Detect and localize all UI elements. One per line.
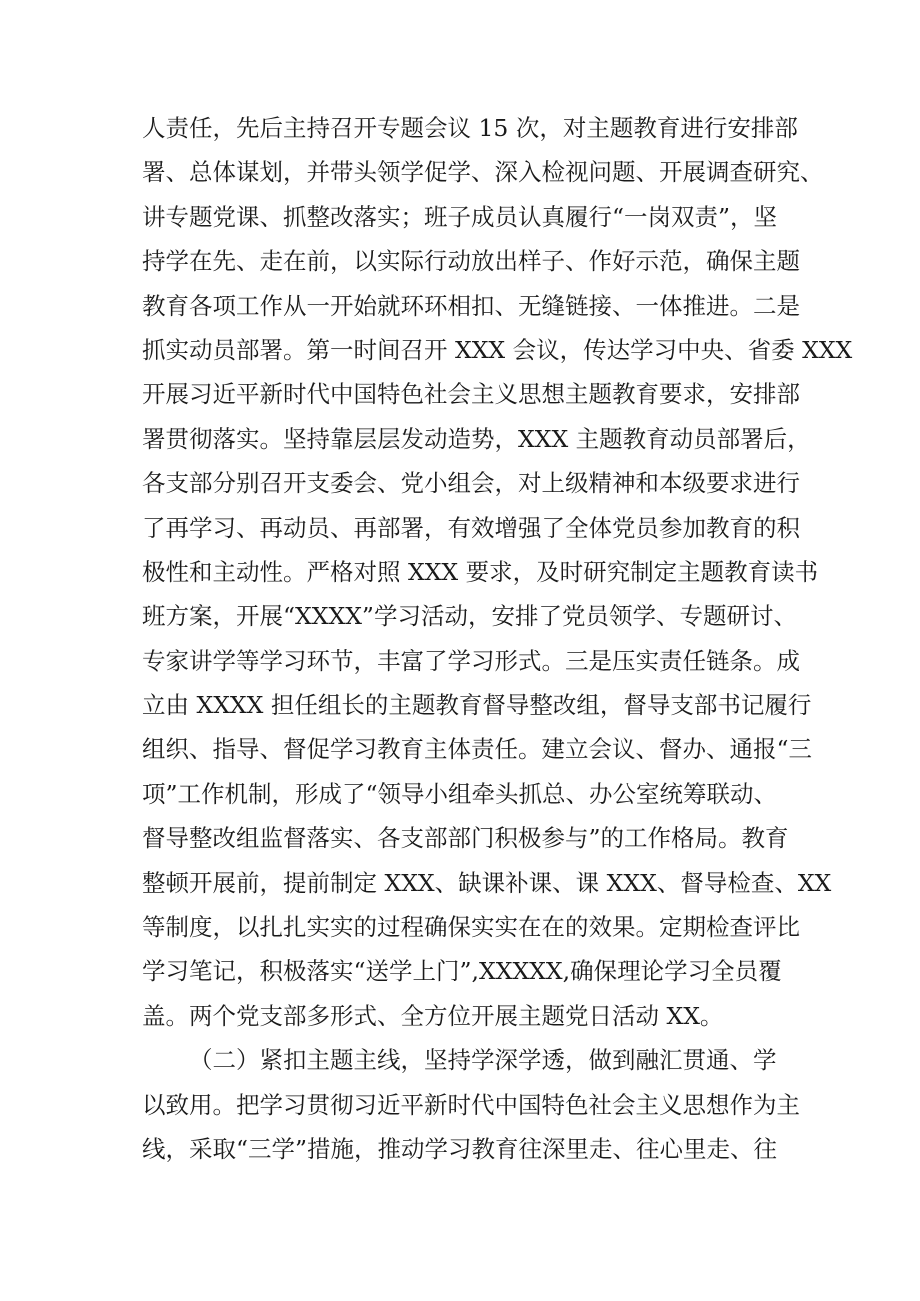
text-line: 整顿开展前，提前制定 XXX、缺课补课、课 XXX、督导检查、XX bbox=[142, 868, 832, 897]
text-line: 学习笔记，积极落实“送学上门”,XXXXX,确保理论学习全员覆 bbox=[142, 957, 782, 986]
text-line: 人责任，先后主持召开专题会议 15 次，对主题教育进行安排部 bbox=[142, 114, 798, 142]
text-line: 等制度，以扎扎实实的过程确保实实在在的效果。定期检查评比 bbox=[142, 913, 800, 942]
text-line: 立由 XXXX 担任组长的主题教育督导整改组，督导支部书记履行 bbox=[142, 691, 812, 720]
text-line: 署贯彻落实。坚持靠层层发动造势，XXX 主题教育动员部署后， bbox=[142, 424, 811, 453]
text-line: 组织、指导、督促学习教育主体责任。建立会议、督办、通报“三 bbox=[142, 735, 813, 764]
text-line: 督导整改组监督落实、各支部部门积极参与”的工作格局。教育 bbox=[142, 824, 789, 853]
text-line: 抓实动员部署。第一时间召开 XXX 会议，传达学习中央、省委 XXX bbox=[142, 335, 853, 364]
text-line: 盖。两个党支部多形式、全方位开展主题党日活动 XX。 bbox=[142, 1001, 724, 1030]
text-line: 班方案，开展“XXXX”学习活动，安排了党员领学、专题研讨、 bbox=[142, 602, 797, 631]
text-line: 专家讲学等学习环节，丰富了学习形式。三是压实责任链条。成 bbox=[142, 646, 800, 675]
text-line: 了再学习、再动员、再部署，有效增强了全体党员参加教育的积 bbox=[142, 513, 800, 542]
text-line: 持学在先、走在前，以实际行动放出样子、作好示范，确保主题 bbox=[142, 247, 800, 276]
text-line: 教育各项工作从一开始就环环相扣、无缝链接、一体推进。二是 bbox=[142, 291, 800, 320]
text-line: 署、总体谋划，并带头领学促学、深入检视问题、开展调查研究、 bbox=[142, 158, 824, 187]
text-line: 极性和主动性。严格对照 XXX 要求，及时研究制定主题教育读书 bbox=[142, 557, 819, 586]
text-line: 线，采取“三学”措施，推动学习教育往深里走、往心里走、往 bbox=[142, 1134, 778, 1163]
section-heading-line: （二）紧扣主题主线，坚持学深学透，做到融汇贯通、学 bbox=[189, 1046, 777, 1075]
text-line: 开展习近平新时代中国特色社会主义思想主题教育要求，安排部 bbox=[142, 380, 800, 409]
text-line: 各支部分别召开支委会、党小组会，对上级精神和本级要求进行 bbox=[142, 469, 800, 498]
body-text bbox=[142, 106, 853, 1171]
text-line: 讲专题党课、抓整改落实；班子成员认真履行“一岗双责”，坚 bbox=[142, 202, 778, 231]
text-line: 以致用。把学习贯彻习近平新时代中国特色社会主义思想作为主 bbox=[142, 1090, 800, 1119]
text-line: 项”工作机制，形成了“领导小组牵头抓总、办公室统筹联动、 bbox=[142, 779, 778, 808]
